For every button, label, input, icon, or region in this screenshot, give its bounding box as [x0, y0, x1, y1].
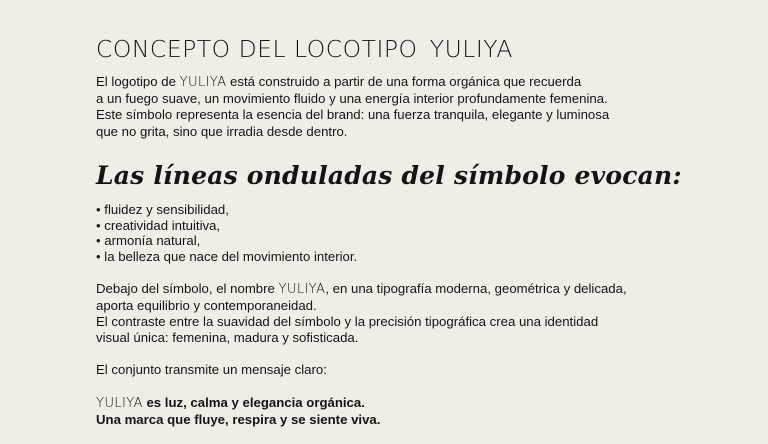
bullet-item: • armonía natural, [96, 233, 716, 249]
bullet-list [96, 202, 716, 265]
document-page [96, 38, 716, 428]
message-intro: El conjunto transmite un mensaje claro: [96, 362, 327, 378]
intro-brand-name: YULIYA [179, 75, 227, 90]
description-paragraph [96, 281, 716, 347]
closing-line-1: es luz, calma y elegancia orgánica. [142, 394, 365, 410]
title-brand-name: YULIYA [429, 37, 513, 63]
intro-text-end: está construido a partir de una forma orgánica que recuerda [226, 74, 582, 89]
intro-line-4: que no grita, sino que irradia desde dentro. [96, 123, 348, 139]
p2-line-2: aporta equilibrio y contemporaneidad. [96, 297, 317, 313]
page-title [96, 38, 728, 62]
closing-brand-name: YULIYA [96, 395, 143, 411]
bullet-item: • fluidez y sensibilidad, [96, 202, 716, 218]
bullet-item: • creatividad intuitiva, [96, 218, 716, 234]
title-text: CONCEPTO DEL LOCOTIPO [96, 37, 418, 63]
intro-text-start: El logotipo de [96, 74, 180, 89]
p2-line-4: visual única: femenina, madura y sofisticada. [96, 330, 359, 346]
p2-brand-name: YULIYA [278, 281, 326, 297]
bullet-item: • la belleza que nace del movimiento interior. [96, 249, 716, 265]
intro-line-2: a un fuego suave, un movimiento fluido y una energía interior profundamente femenina. [96, 91, 608, 107]
intro-paragraph [96, 74, 716, 140]
section-subtitle: Las líneas onduladas del símbolo evocan: [96, 160, 682, 190]
intro-line-3: Este símbolo representa la esencia del brand: una fuerza tranquila, elegante y luminosa [96, 107, 610, 123]
closing-line-2: Una marca que fluye, respira y se siente viva. [96, 411, 381, 427]
p2-text-start: Debajo del símbolo, el nombre [96, 280, 279, 296]
p2-text-end: , en una tipografía moderna, geométrica y delicada, [325, 280, 627, 296]
p2-line-3: El contraste entre la suavidad del símbolo y la precisión tipográfica crea una identidad [96, 314, 599, 330]
closing-statement [96, 395, 716, 428]
